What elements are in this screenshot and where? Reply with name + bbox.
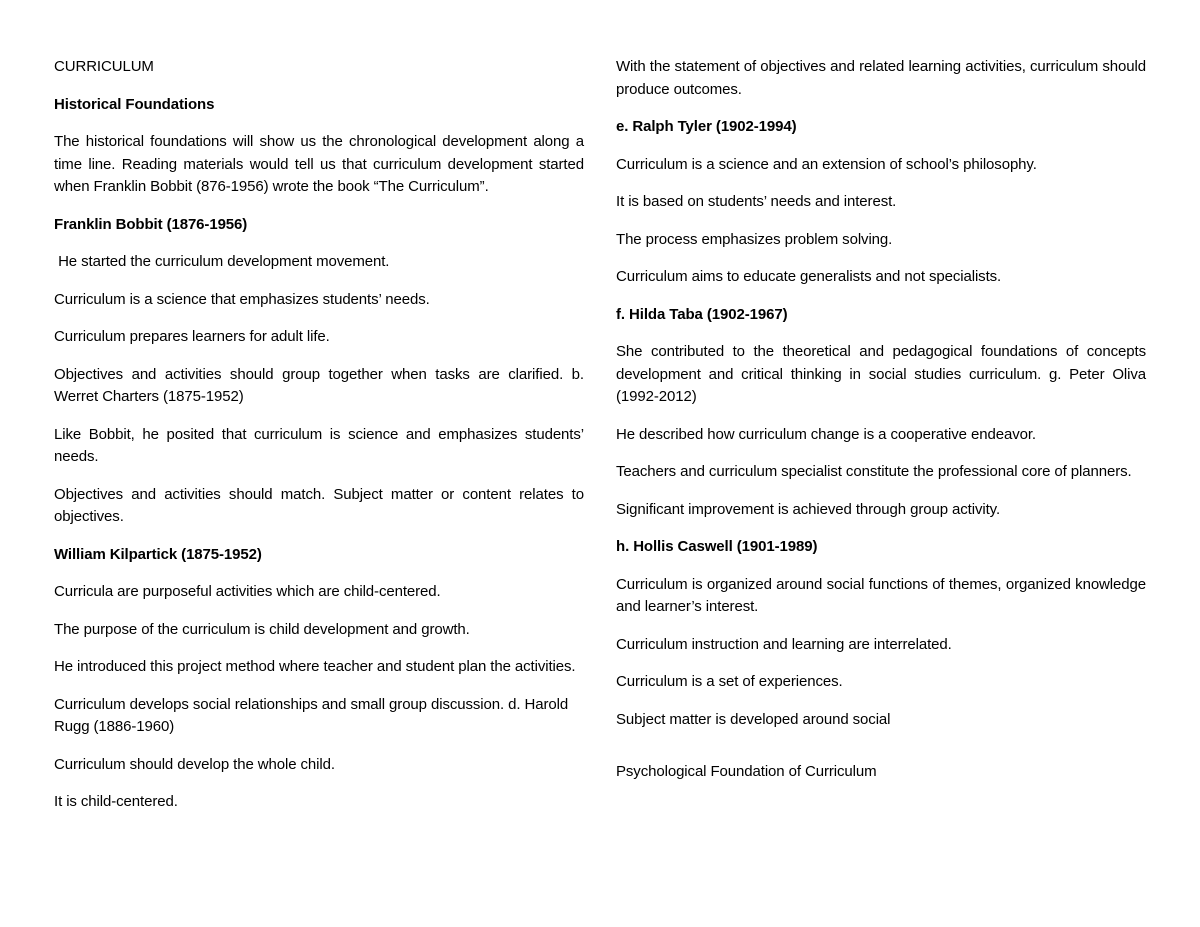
section-title: Historical Foundations — [54, 95, 215, 113]
tyler-item: Curriculum is a science and an extension of school’s philosophy. — [616, 155, 1037, 173]
caswell-item: Curriculum is a set of experiences. — [616, 673, 843, 690]
tyler-heading: e. Ralph Tyler (1902-1994) — [616, 118, 797, 135]
kilpatrick-item: Curricula are purposeful activities which are child-centered. — [54, 583, 441, 600]
intro-paragraph: The historical foundations will show us the chronological development along a time line. Reading materials would tell us that curriculum development started when Franklin Bobbit (876-1956) wrote the book “The Curriculum”. — [54, 133, 584, 195]
left-column — [54, 56, 584, 829]
oliva-item: He described how curriculum change is a cooperative endeavor. — [616, 425, 1036, 443]
bobbit-item: Curriculum prepares learners for adult life. — [54, 328, 330, 345]
caswell-item: Curriculum instruction and learning are interrelated. — [616, 635, 952, 653]
kilpatrick-item: He introduced this project method where teacher and student plan the activities. — [54, 658, 576, 675]
continuation-paragraph: With the statement of objectives and related learning activities, curriculum should produce outcomes. — [616, 58, 1146, 98]
next-section-title: Psychological Foundation of Curriculum — [616, 763, 877, 780]
rugg-item: It is child-centered. — [54, 793, 178, 810]
bobbit-heading: Franklin Bobbit (1876-1956) — [54, 215, 248, 233]
charters-item: Objectives and activities should match. Subject matter or content relates to objectives. — [54, 485, 584, 525]
rugg-item: Curriculum should develop the whole child. — [54, 755, 335, 773]
kilpatrick-heading: William Kilpartick (1875-1952) — [54, 545, 262, 563]
bobbit-item: He started the curriculum development movement. — [54, 253, 390, 270]
tyler-item: Curriculum aims to educate generalists and not specialists. — [616, 268, 1002, 285]
oliva-item: Teachers and curriculum specialist constitute the professional core of planners. — [616, 463, 1132, 480]
kilpatrick-item: The purpose of the curriculum is child development and growth. — [54, 620, 470, 638]
right-column — [616, 56, 1146, 799]
taba-heading: f. Hilda Taba (1902-1967) — [616, 305, 788, 323]
bobbit-item: Objectives and activities should group together when tasks are clarified. b. Werret Charters (1875-1952) — [54, 365, 584, 405]
oliva-item: Significant improvement is achieved through group activity. — [616, 500, 1001, 518]
caswell-heading: h. Hollis Caswell (1901-1989) — [616, 538, 818, 555]
charters-item: Like Bobbit, he posited that curriculum is science and emphasizes students’ needs. — [54, 425, 584, 465]
caswell-item: Curriculum is organized around social functions of themes, organized knowledge and learner’s interest. — [616, 575, 1146, 615]
kilpatrick-item: Curriculum develops social relationships and small group discussion. d. Harold Rugg (1886-1960) — [54, 695, 569, 735]
bobbit-item: Curriculum is a science that emphasizes students’ needs. — [54, 290, 430, 308]
caswell-item: Subject matter is developed around social — [616, 710, 891, 728]
document-title: CURRICULUM — [54, 58, 154, 75]
taba-item: She contributed to the theoretical and pedagogical foundations of concepts development and critical thinking in social studies curriculum. g. Peter Oliva (1992-2012) — [616, 343, 1146, 405]
tyler-item: The process emphasizes problem solving. — [616, 230, 893, 248]
tyler-item: It is based on students’ needs and interest. — [616, 193, 897, 210]
